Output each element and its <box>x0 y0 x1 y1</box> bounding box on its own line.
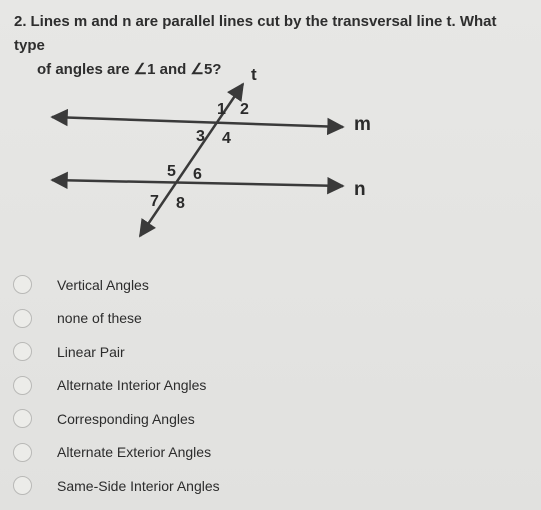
option-label: Alternate Exterior Angles <box>57 444 212 461</box>
radio-button[interactable] <box>13 409 32 428</box>
angle-label-8: 8 <box>176 195 185 212</box>
question-number: 2. <box>14 13 27 30</box>
question-line-2: of angles are ∠1 and ∠5? <box>37 61 222 78</box>
angle-label-3: 3 <box>196 128 205 145</box>
option-label: none of these <box>57 310 142 327</box>
answer-options <box>13 268 220 503</box>
option-none-of-these[interactable] <box>13 302 220 336</box>
transversal-t <box>140 84 243 236</box>
option-corresponding-angles[interactable] <box>13 402 220 436</box>
option-label: Same-Side Interior Angles <box>57 477 220 494</box>
line-m <box>52 117 343 127</box>
option-label: Linear Pair <box>57 343 125 360</box>
angle-label-7: 7 <box>150 193 159 210</box>
option-vertical-angles[interactable] <box>13 268 220 302</box>
label-m: m <box>354 114 371 135</box>
radio-button[interactable] <box>13 376 32 395</box>
radio-button[interactable] <box>13 309 32 328</box>
radio-button[interactable] <box>13 443 32 462</box>
radio-button[interactable] <box>13 275 32 294</box>
label-n: n <box>354 179 366 200</box>
angle-label-5: 5 <box>167 163 176 180</box>
option-alternate-exterior-angles[interactable] <box>13 436 220 470</box>
option-linear-pair[interactable] <box>13 335 220 369</box>
radio-button[interactable] <box>13 342 32 361</box>
label-t: t <box>251 65 257 84</box>
angle-label-1: 1 <box>217 101 226 118</box>
option-label: Alternate Interior Angles <box>57 377 207 394</box>
option-label: Vertical Angles <box>57 276 149 293</box>
angle-label-4: 4 <box>222 130 231 147</box>
option-same-side-interior-angles[interactable] <box>13 469 220 503</box>
option-label: Corresponding Angles <box>57 410 195 427</box>
question-line-1: Lines m and n are parallel lines cut by the transversal line t. What type <box>14 13 497 54</box>
angle-label-6: 6 <box>193 166 202 183</box>
angle-label-2: 2 <box>240 101 249 118</box>
option-alternate-interior-angles[interactable] <box>13 369 220 403</box>
radio-button[interactable] <box>13 476 32 495</box>
